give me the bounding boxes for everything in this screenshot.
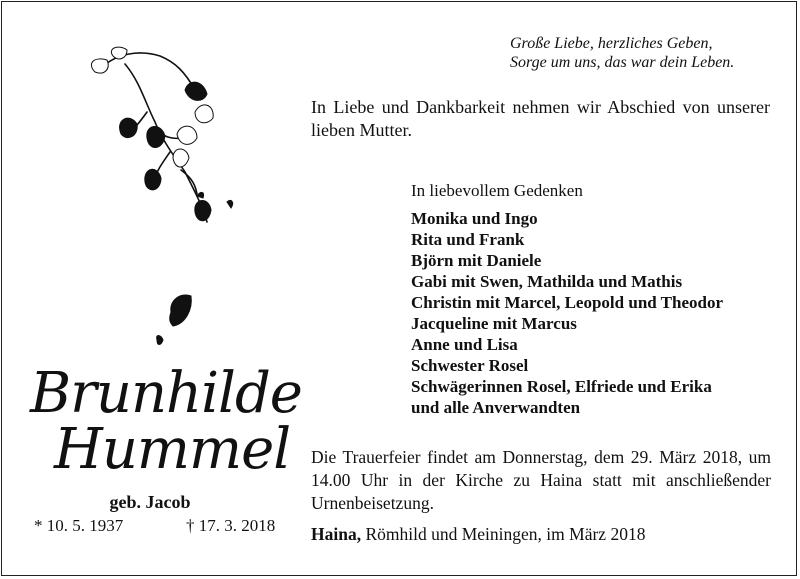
mourner-item: Gabi mit Swen, Mathilda und Mathis <box>411 272 683 291</box>
mourner-item: Monika und Ingo <box>411 209 538 228</box>
mourner-item: Jacqueline mit Marcus <box>411 314 577 333</box>
deceased-last-name: Hummel <box>54 417 291 482</box>
birch-branch-illustration <box>85 42 245 362</box>
funeral-details: Die Trauerfeier findet am Donnerstag, dem 29. März 2018, um 14.00 Uhr in der Kirche zu Haina statt mit anschließender Urnenbeisetzung. <box>311 447 771 513</box>
quote-line-2: Sorge um uns, das war dein Leben. <box>510 54 735 71</box>
mourners-list <box>411 208 723 418</box>
memorial-quote <box>510 34 780 72</box>
birth-date: * 10. 5. 1937 <box>34 516 124 535</box>
mourner-item: und alle Anverwandten <box>411 398 581 417</box>
deceased-first-name: Brunhilde <box>30 361 302 426</box>
place-date-line <box>311 523 771 546</box>
place-rest: Römhild und Meiningen, im März 2018 <box>361 524 646 544</box>
mourner-item: Schwägerinnen Rosel, Elfriede und Erika <box>411 377 712 396</box>
mourner-item: Björn mit Daniele <box>411 251 542 270</box>
mourner-item: Rita und Frank <box>411 230 525 249</box>
quote-line-1: Große Liebe, herzliches Geben, <box>510 35 713 52</box>
mourner-item: Schwester Rosel <box>411 356 529 375</box>
place-town: Haina, <box>311 524 362 544</box>
gedenken-label: In liebevollem Gedenken <box>411 181 583 200</box>
death-date: † 17. 3. 2018 <box>186 516 276 535</box>
mourner-item: Christin mit Marcel, Leopold und Theodor <box>411 293 724 312</box>
maiden-name: geb. Jacob <box>109 492 191 512</box>
farewell-intro: In Liebe und Dankbarkeit nehmen wir Abschied von unserer lieben Mutter. <box>311 97 770 140</box>
mourner-item: Anne und Lisa <box>411 335 518 354</box>
